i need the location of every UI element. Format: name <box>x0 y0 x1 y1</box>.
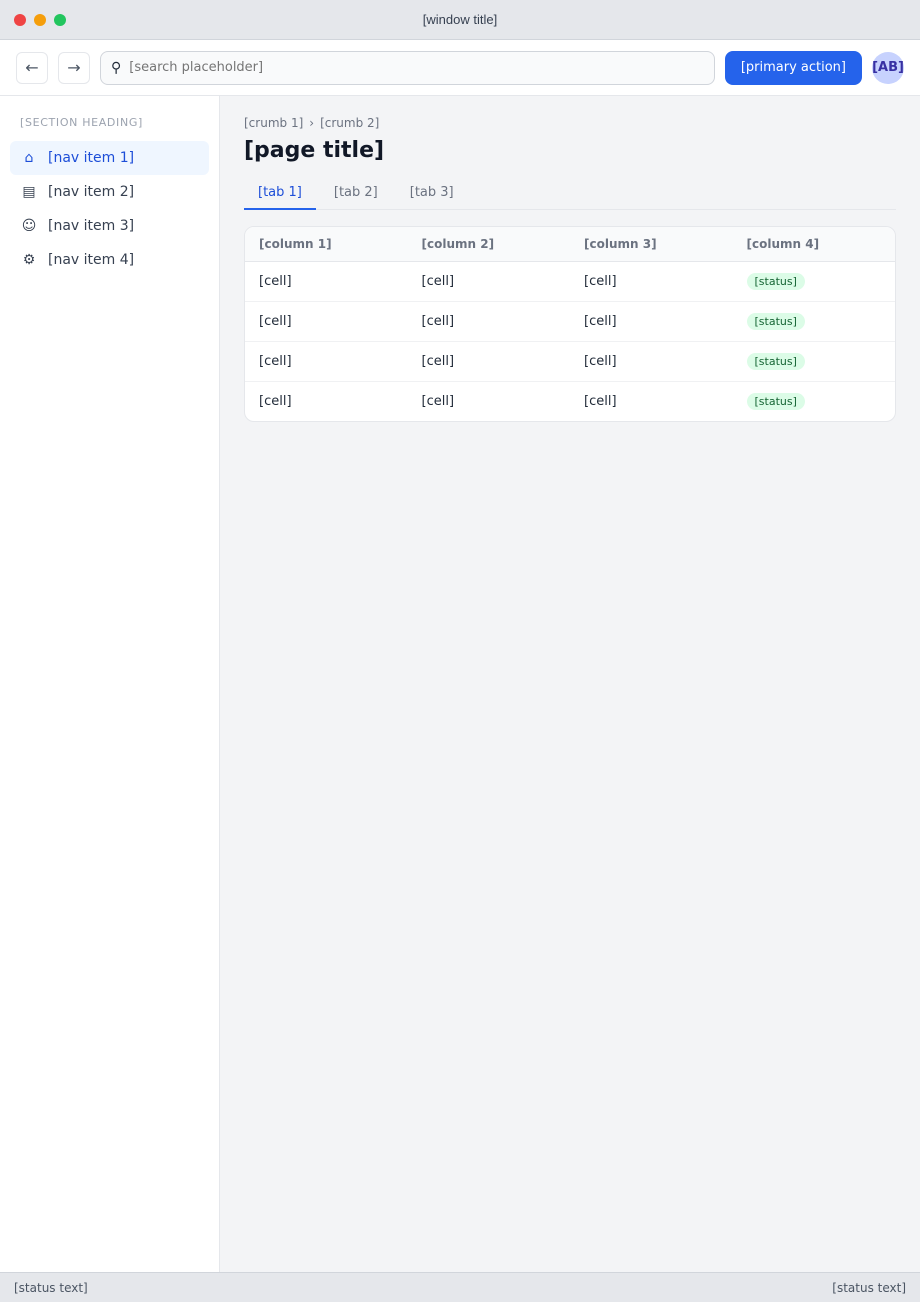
table-cell: [cell] <box>421 394 455 409</box>
status-right: [status text] <box>832 1280 906 1295</box>
close-window-button[interactable] <box>14 14 26 26</box>
table-cell: [cell] <box>245 342 408 382</box>
table-cell: [cell] <box>408 262 571 302</box>
table-row[interactable] <box>245 382 895 422</box>
avatar[interactable]: [AB] <box>872 52 904 84</box>
title-bar <box>0 0 920 40</box>
home-icon: ⌂ <box>24 150 34 166</box>
main-panel <box>220 96 920 1272</box>
breadcrumb-item[interactable]: [crumb 1] <box>244 116 304 130</box>
users-icon: ☺ <box>21 218 37 234</box>
data-table <box>245 227 895 421</box>
sidebar-item[interactable] <box>10 209 209 243</box>
table-cell: [cell] <box>570 342 733 382</box>
table-cell: [cell] <box>245 262 408 302</box>
arrow-left-icon: ← <box>25 58 39 77</box>
tab[interactable]: [tab 1] <box>244 177 316 210</box>
page-title: [page title] <box>244 138 385 163</box>
table-row[interactable] <box>245 262 895 302</box>
content-area <box>0 96 920 1272</box>
folder-icon: ▤ <box>22 184 36 200</box>
table-cell: [cell] <box>570 262 733 302</box>
forward-button[interactable] <box>58 52 90 84</box>
table-cell: [cell] <box>245 302 408 342</box>
back-button[interactable] <box>16 52 48 84</box>
table-cell: [cell] <box>408 342 571 382</box>
sidebar-heading: [SECTION HEADING] <box>20 116 143 129</box>
status-badge: [status] <box>747 353 805 370</box>
sidebar <box>0 96 220 1272</box>
search-input[interactable] <box>129 60 704 75</box>
sidebar-item[interactable] <box>10 175 209 209</box>
tab-bar <box>244 177 896 210</box>
table-cell: [cell] <box>408 302 571 342</box>
search-icon: ⚲ <box>111 59 122 76</box>
table-cell <box>733 302 896 342</box>
status-left: [status text] <box>14 1280 88 1295</box>
sidebar-item-label: [nav item 3] <box>48 218 135 234</box>
tab[interactable]: [tab 2] <box>333 185 378 200</box>
table-row[interactable] <box>245 342 895 382</box>
sidebar-item-label: [nav item 4] <box>48 252 135 268</box>
sidebar-item[interactable] <box>10 243 209 277</box>
window-controls <box>14 14 66 26</box>
table-cell: [cell] <box>570 302 733 342</box>
window-title: [window title] <box>422 12 498 27</box>
status-badge: [status] <box>747 273 805 290</box>
table-column-header[interactable]: [column 2] <box>408 227 571 262</box>
tab[interactable]: [tab 3] <box>409 185 454 200</box>
status-bar <box>0 1272 920 1302</box>
chevron-right-icon: › <box>309 116 315 130</box>
status-badge: [status] <box>747 393 805 410</box>
table-header-row <box>245 227 895 262</box>
breadcrumb-item[interactable]: [crumb 2] <box>320 116 380 130</box>
maximize-window-button[interactable] <box>54 14 66 26</box>
search-box[interactable] <box>100 51 715 85</box>
minimize-window-button[interactable] <box>34 14 46 26</box>
settings-icon: ⚙ <box>22 252 36 268</box>
table-cell: [cell] <box>584 394 617 409</box>
status-badge: [status] <box>747 313 805 330</box>
table-card <box>244 226 896 422</box>
primary-action-button[interactable]: [primary action] <box>725 51 862 85</box>
sidebar-list <box>10 141 209 277</box>
table-row[interactable] <box>245 302 895 342</box>
table-cell <box>733 262 896 302</box>
table-cell: [cell] <box>259 394 292 409</box>
toolbar <box>0 40 920 96</box>
arrow-right-icon: → <box>67 58 81 77</box>
sidebar-item[interactable] <box>10 141 209 175</box>
table-column-header[interactable]: [column 4] <box>733 227 896 262</box>
table-cell <box>733 342 896 382</box>
table-column-header[interactable]: [column 3] <box>570 227 733 262</box>
table-cell <box>733 382 896 422</box>
table-column-header[interactable]: [column 1] <box>245 227 408 262</box>
breadcrumb <box>244 116 896 130</box>
table-body <box>245 262 895 422</box>
sidebar-item-label: [nav item 2] <box>48 184 135 200</box>
sidebar-item-label: [nav item 1] <box>48 150 135 166</box>
